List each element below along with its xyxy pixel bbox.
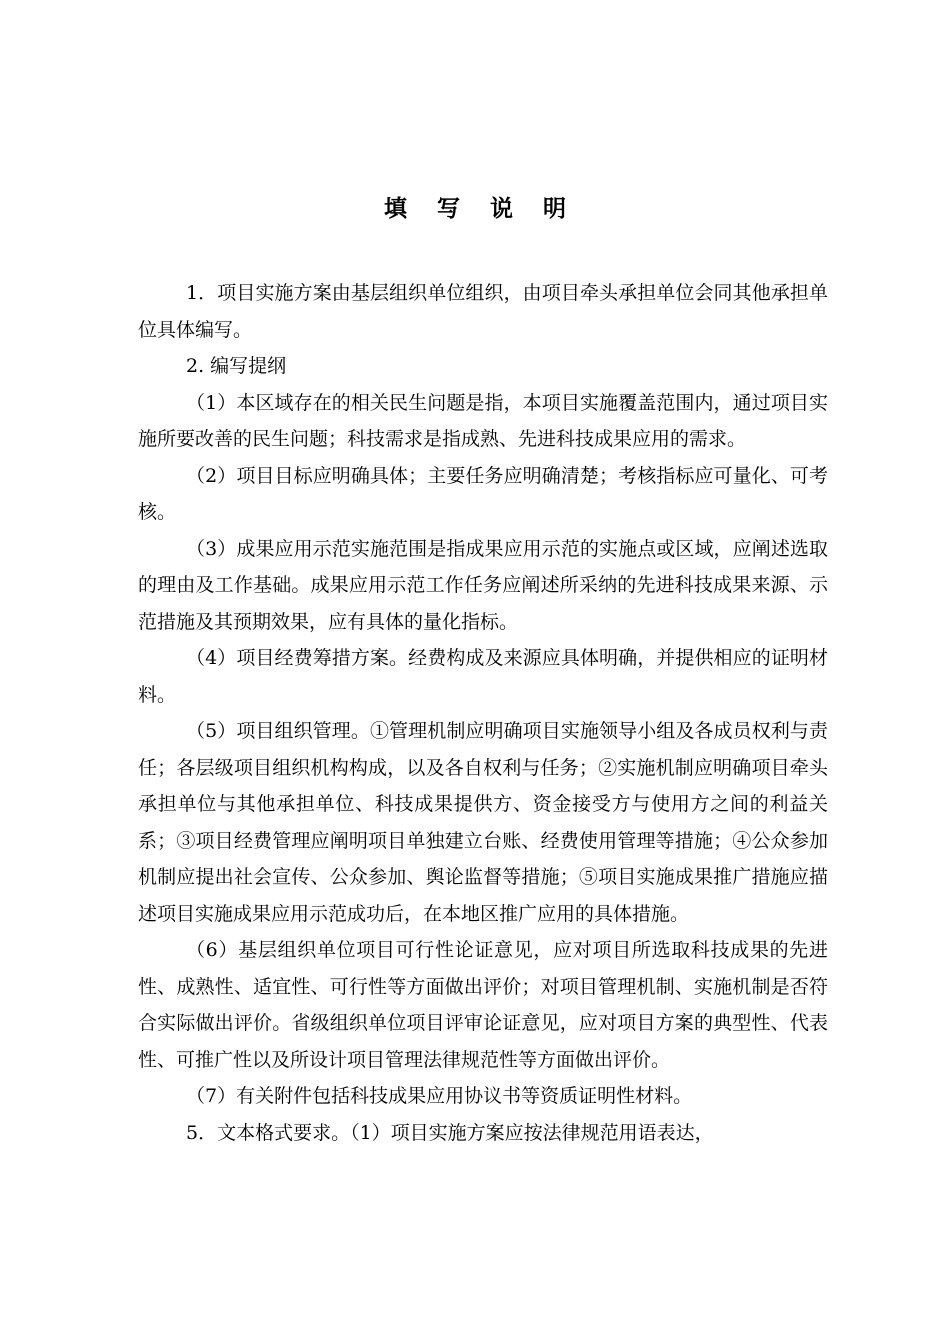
document-body <box>138 275 828 1151</box>
paragraph-5: （3）成果应用示范实施范围是指成果应用示范的实施点或区域，应阐述选取的理由及工作基础。成果应用示范工作任务应阐述所采纳的先进科技成果来源、示范措施及其预期效果，应有具体的量化指标。 <box>138 537 828 633</box>
paragraph-3: （1）本区域存在的相关民生问题是指，本项目实施覆盖范围内，通过项目实施所要改善的民生问题；科技需求是指成熟、先进科技成果应用的需求。 <box>138 391 828 450</box>
paragraph-10: 5．文本格式要求。（1）项目实施方案应按法律规范用语表达， <box>186 1121 714 1144</box>
paragraph-4: （2）项目目标应明确具体；主要任务应明确清楚；考核指标应可量化、可考核。 <box>138 464 828 523</box>
paragraph-9: （7）有关附件包括科技成果应用协议书等资质证明性材料。 <box>186 1085 693 1107</box>
paragraph-2: 2. 编写提纲 <box>186 355 287 377</box>
page-title: 填写说明 <box>384 195 596 222</box>
paragraph-8: （6）基层组织单位项目可行性论证意见，应对项目所选取科技成果的先进性、成熟性、适宜性、可行性等方面做出评价；对项目管理机制、实施机制是否符合实际做出评价。省级组织单位项目评审论证意见，应对项目方案的典型性、代表性、可推广性以及所设计项目管理法律规范性等方面做出评价。 <box>138 939 828 1071</box>
paragraph-7: （5）项目组织管理。①管理机制应明确项目实施领导小组及各成员权利与责任；各层级项目组织机构构成，以及各自权利与任务；②实施机制应明确项目牵头承担单位与其他承担单位、科技成果提供方、资金接受方与使用方之间的利益关系；③项目经费管理应阐明项目单独建立台账、经费使用管理等措施；④公众参加机制应提出社会宣传、公众参加、舆论监督等措施；⑤项目实施成果推广措施应描述项目实施成果应用示范成功后，在本地区推广应用的具体措施。 <box>138 720 828 925</box>
paragraph-1: 1．项目实施方案由基层组织单位组织，由项目牵头承担单位会同其他承担单位具体编写。 <box>138 282 828 341</box>
paragraph-6: （4）项目经费筹措方案。经费构成及来源应具体明确，并提供相应的证明材料。 <box>138 647 828 706</box>
